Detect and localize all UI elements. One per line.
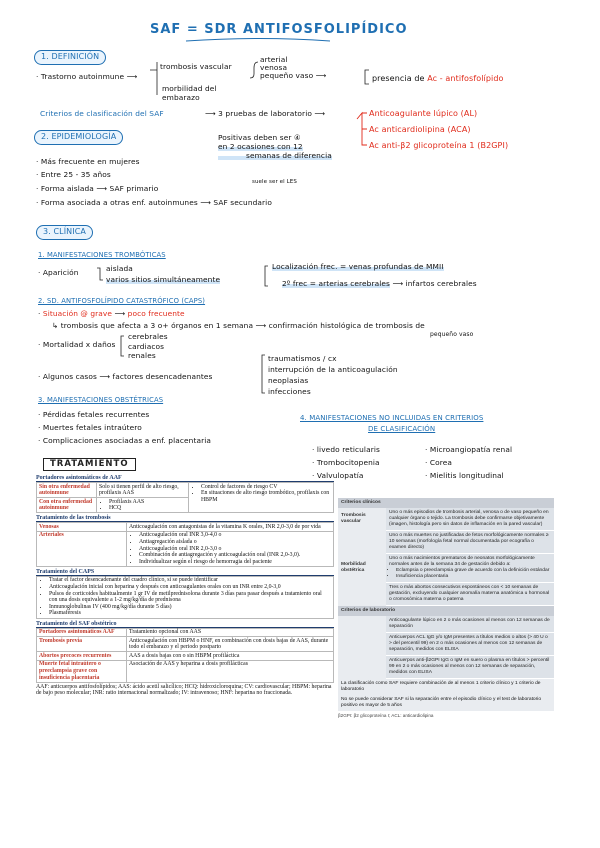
tratamiento-footnote: AAF: anticuerpos antifosfolípidos; AAS: ácido acetil salicílico; HCQ: hidroxicloroquina; CV: cardiovascular; HBPM: heparina de bajo peso molecular; INR: ratio internacional normalizado; IV: intravenoso; HNF: heparina no fraccionada. — [36, 683, 332, 697]
tabla-seccion: Tratamiento del SAF obstétrico — [36, 621, 334, 628]
aparicion: · Aparición — [38, 268, 79, 277]
segunda-localizacion: 2º frec = arterias cerebrales ⟶ infartos cerebrales — [282, 279, 477, 288]
section-heading-clinica: 3. CLÍNICA — [36, 225, 93, 240]
row-text: Uno o más episodios de trombosis arterial, venosa o de vaso pequeño en cualquier órgano o tejido. La trombosis debe confirmarse objetivamente (imagen, histología pero sin datos de inflamación en la pared vascular) — [386, 508, 554, 531]
obst-item: · Muertes fetales intraútero — [38, 423, 142, 432]
caps-pequeno-vaso: pequeño vaso — [430, 331, 474, 338]
row-text: Anticoagulante lúpico en 2 o más ocasiones al menos con 12 semanas de separación — [386, 616, 554, 633]
row-label: Trombosis vascular — [338, 508, 386, 531]
row-list: • Profilaxis AAS • HCQ — [97, 498, 189, 513]
tabla-seccion: Portadores asintomáticos de AAF — [36, 475, 334, 482]
danos-list: cerebrales cardiacos renales — [128, 332, 168, 360]
epi-item: · Forma aislada ⟶ SAF primario — [36, 184, 159, 193]
subheading-obstetricas: 3. MANIFESTACIONES OBSTÉTRICAS — [38, 396, 164, 404]
row-list: • Anticoagulación oral INR 3,0-4,0 o • Antiagregación aislada o • Anticoagulación oral INR 2,0-3,0 o • Combinación de antiagregación y anticoagulación oral (INR 2,0-3,0). • Individualizar según el riesgo de hemorragia del paciente — [127, 531, 334, 566]
row-text: Solo si tienen perfil de alto riesgo, profilaxis AAS — [97, 483, 189, 498]
row-label: Muerte fetal intraútero o preeclampsia grave con insuficiencia placentaria — [37, 660, 127, 682]
criterios-note: No se puede considerar SAF si la separación entre el episodio clínico y el test de laboratorio positivo es mayor de 5 años — [338, 695, 554, 711]
row-label: Portadores asintomáticos AAF — [37, 628, 127, 637]
row-text: Tratamiento opcional con AAS — [127, 628, 334, 637]
localizacion: Localización frec. = venas profundas de MMII — [272, 262, 444, 271]
row-col3: • Control de factores de riesgo CV • En situaciones de alto riesgo trombótico, profilaxis con HBPM — [189, 483, 334, 513]
morbilidad-embarazo: morbilidad del embarazo — [162, 84, 217, 102]
row-text: Uno o más nacimientos prematuros de neonatos morfológicamente normales antes de la semana 34 de gestación debido a: • Eclampsia o preeclampsia grave de acuerdo con la definición estándar • Insuficiencia placentaria — [386, 554, 554, 583]
section-heading-definicion: 1. DEFINICIÓN — [34, 50, 106, 65]
trombosis-vascular: trombosis vascular — [160, 62, 232, 71]
criterios-footnote: β2GPI: β2 glicoproteína I; ACL: anticardiolipina — [338, 713, 434, 718]
subheading-caps: 2. SD. ANTIFOSFOLÍPIDO CATASTRÓFICO (CAPS) — [38, 297, 206, 305]
subheading-trombotica: 1. MANIFESTACIONES TROMBÓTICAS — [38, 251, 166, 259]
tabla-seccion: Tratamiento del CAPS — [36, 569, 334, 576]
row-label: Venosas — [37, 523, 127, 532]
row-label: Arteriales — [37, 531, 127, 566]
row-label: Abortos precoces recurrentes — [37, 652, 127, 661]
epi-item: · Más frecuente en mujeres — [36, 157, 140, 166]
pruebas-laboratorio: ⟶ 3 pruebas de laboratorio ⟶ — [205, 109, 326, 118]
subheading-no-incluidas-2: DE CLASIFICACIÓN — [368, 425, 436, 433]
positivas-note: Positivas deben ser ④ en 2 ocasiones con 12 semanas de diferencia — [218, 133, 332, 160]
presencia-ac: presencia de Ac - antifosfolípido — [372, 74, 504, 83]
obst-item: · Pérdidas fetales recurrentes — [38, 410, 150, 419]
epi-item: · Entre 25 - 35 años — [36, 170, 111, 179]
criterios-header: Criterios clínicos — [338, 498, 554, 508]
tratamiento-heading: TRATAMIENTO — [43, 458, 136, 471]
desencadenantes-list: traumatismos / cx interrupción de la anticoagulación neoplasias infecciones — [268, 354, 398, 396]
row-text: Asociación de AAS y heparina a dosis profilácticas — [127, 660, 334, 682]
vessel-type: arterial venosa pequeño vaso ⟶ — [260, 55, 327, 80]
criterios-header: Criterios de laboratorio — [338, 606, 554, 617]
row-text: AAS a dosis bajas con o sin HBPM profiláctica — [127, 652, 334, 661]
algunos-casos: · Algunos casos ⟶ factores desencadenantes — [38, 372, 213, 381]
caps-situacion: · Situación @ grave ⟶ poco frecuente — [38, 309, 185, 318]
epi-note: suele ser el LES — [252, 179, 297, 185]
criterios-clasificacion: Criterios de clasificación del SAF — [40, 109, 164, 118]
row-label: Sin otra enfermedad autoinmune — [37, 483, 97, 498]
criterios-table — [338, 498, 554, 718]
anticuerpo-al: Anticoagulante lúpico (AL) — [369, 109, 478, 118]
section-heading-epidemiologia: 2. EPIDEMIOLOGÍA — [34, 130, 123, 145]
row-label: Con otra enfermedad autoinmune — [37, 498, 97, 513]
definicion-bullet: · Trastorno autoinmune ⟶ — [36, 72, 138, 81]
mortalidad: · Mortalidad x daños — [38, 340, 116, 349]
anticuerpo-aca: Ac anticardiolipina (ACA) — [369, 125, 471, 134]
tabla-seccion: Tratamiento de las trombosis — [36, 515, 334, 522]
row-text: Uno o más muertes no justificadas de fetos morfológicamente normales ≥ 10 semanas (morfología fetal normal documentada por ecografía o examen directo) — [386, 531, 554, 554]
row-text: Anticoagulación con antagonistas de la vitamina K orales, INR 2,0-3,0 de por vida — [127, 523, 334, 532]
row-text: Tres o más abortos consecutivos espontáneos con < 10 semanas de gestación, excluyendo cualquier anomalía materna anatómica u hormonal o cromosómica materna o paterna — [386, 583, 554, 606]
anticuerpo-b2gpi: Ac anti-β2 glicoproteína 1 (B2GPI) — [369, 141, 509, 150]
row-label: Trombosis previa — [37, 637, 127, 652]
no-incluidas-right: · Microangiopatía renal · Corea · Mielitis longitudinal — [425, 445, 513, 480]
obst-item: · Complicaciones asociadas a enf. placentaria — [38, 436, 212, 445]
caps-trombosis: ↳ trombosis que afecta a 3 o+ órganos en 1 semana ⟶ confirmación histológica de trombosis de — [52, 321, 425, 330]
no-incluidas-left: · livedo reticularis · Trombocitopenia · Valvulopatía — [312, 445, 380, 480]
page-title: SAF = SDR ANTIFOSFOLIPÍDICO — [150, 22, 408, 37]
row-label: Morbilidad obstétrica — [338, 531, 386, 606]
row-text: Anticuerpos anti-β2GPI IgG o IgM en suero o plasma en títulos > percentil 99 en 2 o más ocasiones al menos con 12 semanas de separación, medidos con ELISA — [386, 656, 554, 679]
tratamiento-table — [36, 473, 334, 697]
aparicion-aislada: aislada — [106, 264, 133, 273]
subheading-no-incluidas: 4. MANIFESTACIONES NO INCLUIDAS EN CRITERIOS — [300, 414, 484, 422]
epi-item: · Forma asociada a otras enf. autoinmunes ⟶ SAF secundario — [36, 198, 272, 207]
aparicion-varios: varios sitios simultáneamente — [106, 275, 221, 284]
row-text: Anticoagulación con HBPM o HNF, en combinación con dosis bajas de AAS, durante todo el embarazo y el periodo postparto — [127, 637, 334, 652]
criterios-note: La clasificación como SAF requiere combinación de al menos 1 criterio clínico y 1 criterio de laboratorio — [338, 679, 554, 696]
caps-list: • Tratar el factor desencadenante del cuadro clínico, si se puede identificar • Anticoagulación inicial con heparina y después con anticoagulantes orales con un INR entre 2,0-3,0 • Pulsos de corticoides habitualmente 1 gr IV de metilprednisolona durante 3 días para pasar después a tratamiento oral con una dosis equivalente a 1-2 mg/kg/día de prednisona • Inmunoglobulinas IV (400 mg/kg/día durante 5 días) • Plasmaféresis — [37, 576, 334, 618]
row-text: Anticuerpos ACL IgG y/o IgM presentes a títulos medios o altos (> 40 U o > del percentil 99) en 2 o más ocasiones al menos con 12 semanas de separación, medidos con ELISA — [386, 633, 554, 656]
